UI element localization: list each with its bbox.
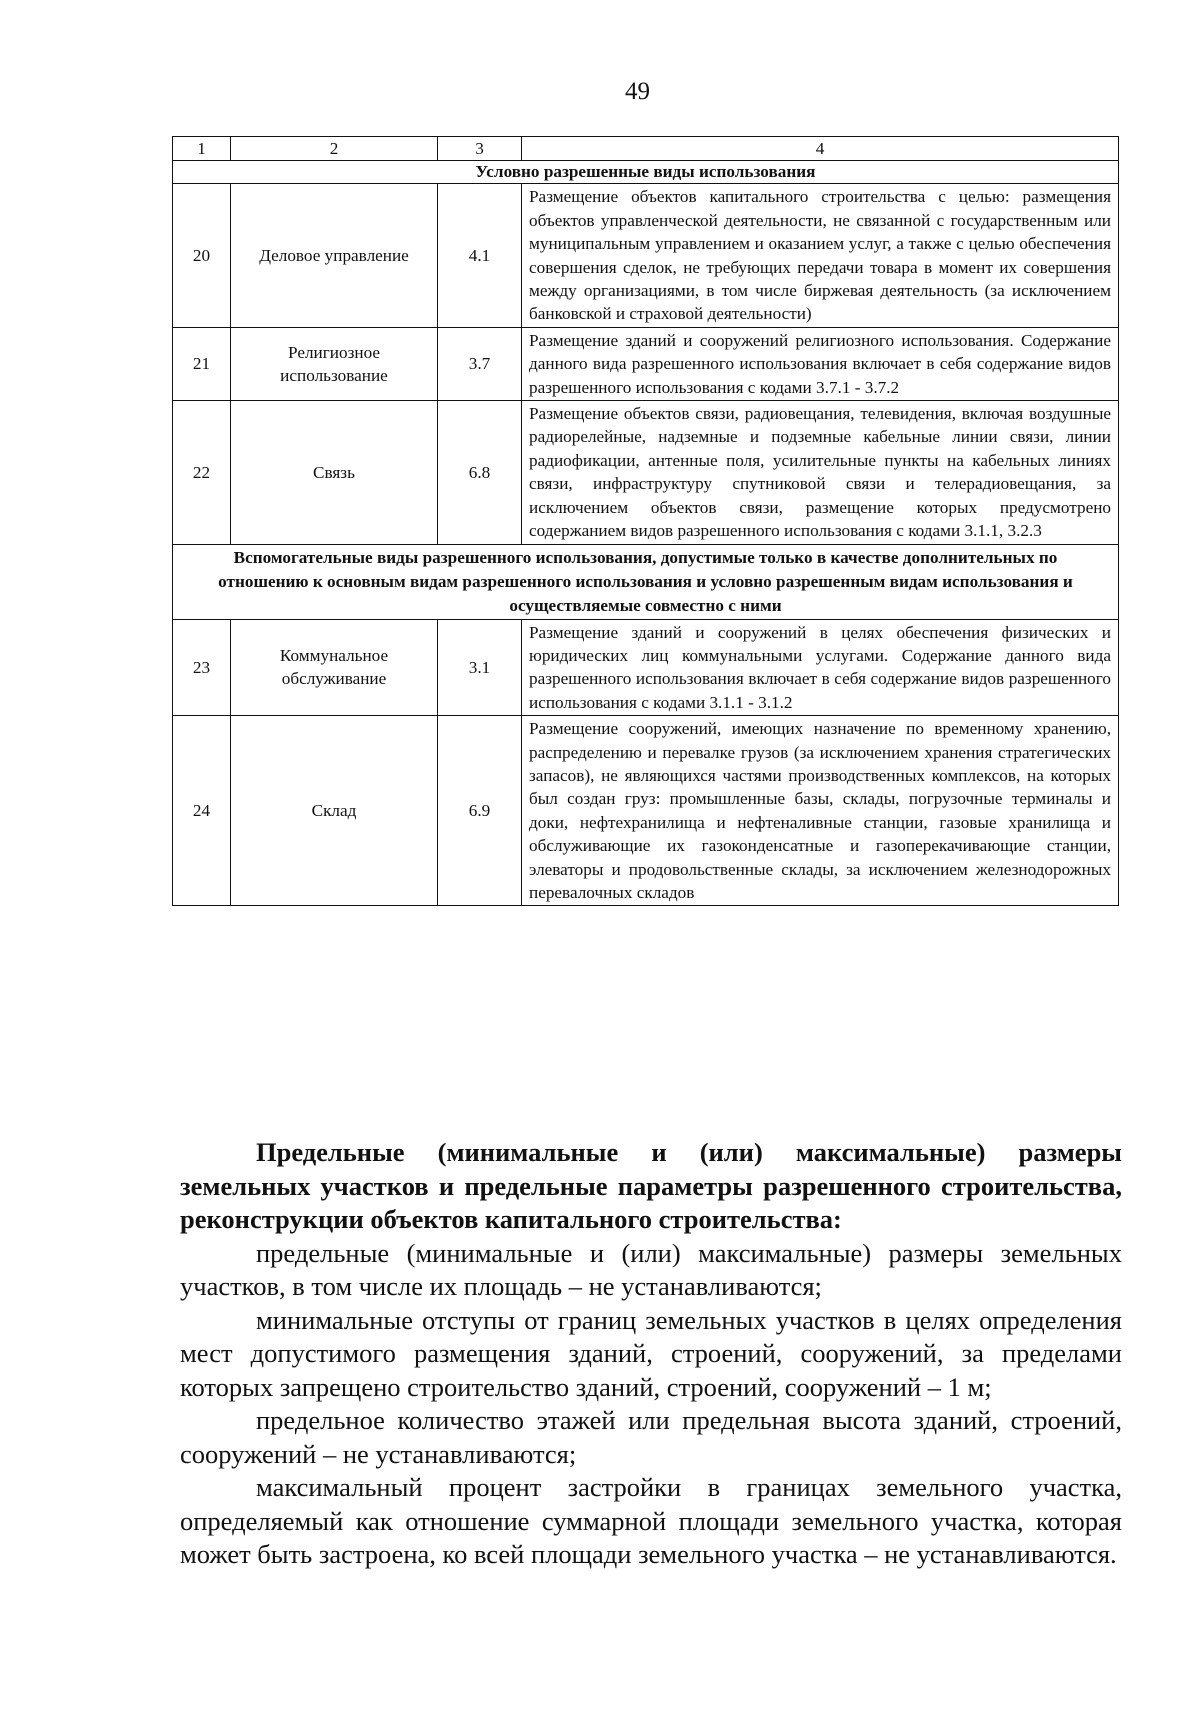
row-number: 23 [173, 619, 231, 716]
column-header: 1 [173, 137, 231, 161]
use-name: Деловое управление [231, 184, 438, 327]
parameter-paragraph: минимальные отступы от границ земельных участков в целях определения мест допустимого размещения зданий, строений, сооружений, за пределами которых запрещено строительство зданий, строений, сооружений – 1 м; [180, 1304, 1122, 1402]
row-number: 22 [173, 401, 231, 544]
parameter-paragraph: максимальный процент застройки в границах земельного участка, определяемый как отношение суммарной площади земельного участка, которая может быть застроена, ко всей площади земельного участка – не устанавливаются. [180, 1472, 1122, 1569]
use-description: Размещение зданий и сооружений в целях обеспечения физических и юридических лиц коммунальными услугами. Содержание данного вида разрешенного использования включает в себя содержание видов разрешенного использования с кодами 3.1.1 - 3.1.2 [522, 619, 1119, 716]
use-code: 6.8 [438, 401, 522, 544]
column-header: 3 [438, 137, 522, 161]
use-code: 4.1 [438, 184, 522, 327]
building-parameters-section [180, 1136, 1122, 1572]
section-title-auxiliary: Вспомогательные виды разрешенного использования, допустимые только в качестве дополнительных по отношению к основным видам разрешенного использования и условно разрешенным видам использования и осуществляемые совместно с ними [173, 544, 1119, 619]
use-description: Размещение зданий и сооружений религиозного использования. Содержание данного вида разрешенного использования включает в себя содержание видов разрешенного использования с кодами 3.7.1 - 3.7.2 [522, 327, 1119, 400]
use-name: Склад [231, 716, 438, 906]
section-row [173, 161, 1119, 184]
use-description: Размещение сооружений, имеющих назначение по временному хранению, распределению и перевалке грузов (за исключением хранения стратегических запасов), не являющихся частями производственных комплексов, на которых был создан груз: промышленные базы, склады, погрузочные терминалы и доки, нефтехранилища и нефтеналивные станции, газовые хранилища и обслуживающие их газоконденсатные и газоперекачивающие станции, элеваторы и продовольственные склады, за исключением железнодорожных перевалочных складов [522, 716, 1119, 906]
table-header-row [173, 137, 1119, 161]
table-row [173, 401, 1119, 544]
page-number: 49 [625, 78, 650, 105]
parameters-heading: Предельные (минимальные и (или) максимальные) размеры земельных участков и предельные параметры разрешенного строительства, реконструкции объектов капитального строительства: [180, 1137, 1122, 1234]
parameter-paragraph: предельное количество этажей или предельная высота зданий, строений, сооружений – не устанавливаются; [180, 1405, 1122, 1469]
permitted-use-table [172, 136, 1119, 906]
row-number: 21 [173, 327, 231, 400]
table-row [173, 184, 1119, 327]
use-description: Размещение объектов капитального строительства с целью: размещения объектов управленческой деятельности, не связанной с государственным или муниципальным управлением и оказанием услуг, а также с целью обеспечения совершения сделок, не требующих передачи товара в момент их совершения между организациями, в том числе биржевая деятельность (за исключением банковской и страховой деятельности) [522, 184, 1119, 327]
row-number: 20 [173, 184, 231, 327]
row-number: 24 [173, 716, 231, 906]
use-name: Коммунальное обслуживание [231, 619, 438, 716]
column-header: 4 [522, 137, 1119, 161]
use-description: Размещение объектов связи, радиовещания, телевидения, включая воздушные радиорелейные, надземные и подземные кабельные линии связи, линии радиофикации, антенные поля, усилительные пункты на кабельных линиях связи, инфраструктуру спутниковой связи и телерадиовещания, за исключением объектов связи, размещение которых предусмотрено содержанием видов разрешенного использования с кодами 3.1.1, 3.2.3 [522, 401, 1119, 544]
parameter-paragraph: предельные (минимальные и (или) максимальные) размеры земельных участков, в том числе их площадь – не устанавливаются; [180, 1237, 1122, 1301]
table-row [173, 327, 1119, 400]
use-code: 3.7 [438, 327, 522, 400]
section-title-conditional: Условно разрешенные виды использования [173, 161, 1119, 184]
use-code: 3.1 [438, 619, 522, 716]
use-name: Религиозное использование [231, 327, 438, 400]
table-row [173, 619, 1119, 716]
use-code: 6.9 [438, 716, 522, 906]
column-header: 2 [231, 137, 438, 161]
section-row [173, 544, 1119, 619]
table-row [173, 716, 1119, 906]
use-name: Связь [231, 401, 438, 544]
